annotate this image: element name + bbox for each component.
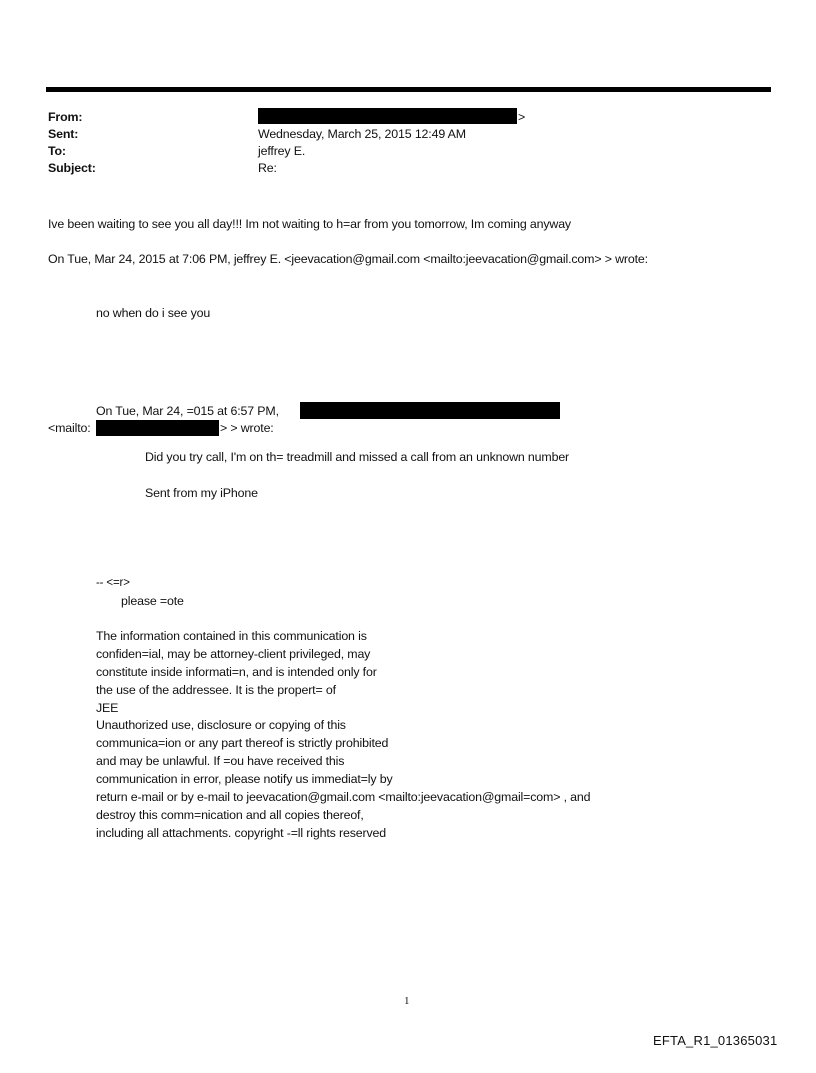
disclaimer-line: constitute inside informati=n, and is intended only for: [96, 664, 377, 679]
disclaimer: [96, 628, 590, 843]
sig-dash: -- <=r>: [96, 577, 130, 589]
from-suffix: >: [518, 110, 526, 124]
sent-label: Sent:: [48, 127, 79, 141]
subject-value: Re:: [258, 161, 277, 175]
page-number: 1: [404, 995, 410, 1007]
header-rule: [46, 87, 771, 92]
disclaimer-line: and may be unlawful. If =ou have received this: [96, 754, 345, 769]
to-label: To:: [48, 144, 66, 158]
redaction-mailto: [96, 420, 219, 436]
disclaimer-line: destroy this comm=nication and all copies thereof,: [96, 807, 364, 822]
redaction-from: [258, 108, 517, 124]
disclaimer-line: return e-mail or by e-mail to jeevacation@gmail.com <mailto:jeevacation@gmail=com> , and: [96, 790, 591, 805]
disclaimer-line: The information contained in this communication is: [96, 629, 367, 643]
quote1-header: On Tue, Mar 24, 2015 at 7:06 PM, jeffrey E. <jeevacation@gmail.com <mailto:jeevacation@gmail.com> > wrote:: [48, 252, 648, 266]
disclaimer-line: confiden=ial, may be attorney-client privileged, may: [96, 646, 371, 661]
disclaimer-line: communication in error, please notify us immediat=ly by: [96, 772, 393, 787]
disclaimer-line: including all attachments. copyright -=ll rights reserved: [96, 825, 386, 840]
message-text: Ive been waiting to see you all day!!! Im not waiting to h=ar from you tomorrow, Im coming anyway: [48, 217, 571, 231]
quote2-text: Did you try call, I'm on th= treadmill and missed a call from an unknown number: [145, 450, 570, 464]
document-id: EFTA_R1_01365031: [653, 1033, 778, 1048]
quote1-text: no when do i see you: [96, 306, 211, 320]
subject-label: Subject:: [48, 161, 96, 175]
sig-note: please =ote: [121, 594, 184, 608]
disclaimer-line: communica=ion or any part thereof is strictly prohibited: [96, 736, 389, 751]
quote2-mailto: <mailto:: [48, 421, 91, 435]
redaction-sender: [300, 402, 560, 419]
from-label: From:: [48, 110, 83, 124]
sent-value: Wednesday, March 25, 2015 12:49 AM: [258, 127, 466, 141]
disclaimer-line: the use of the addressee. It is the propert= of: [96, 682, 336, 697]
disclaimer-line: Unauthorized use, disclosure or copying of this: [96, 718, 346, 733]
quote2-wrote: > > wrote:: [220, 421, 274, 435]
quote2-signature: Sent from my iPhone: [145, 486, 258, 500]
to-value: jeffrey E.: [258, 144, 306, 158]
quote2-header: On Tue, Mar 24, =015 at 6:57 PM,: [96, 404, 279, 418]
disclaimer-line: JEE: [96, 700, 119, 715]
